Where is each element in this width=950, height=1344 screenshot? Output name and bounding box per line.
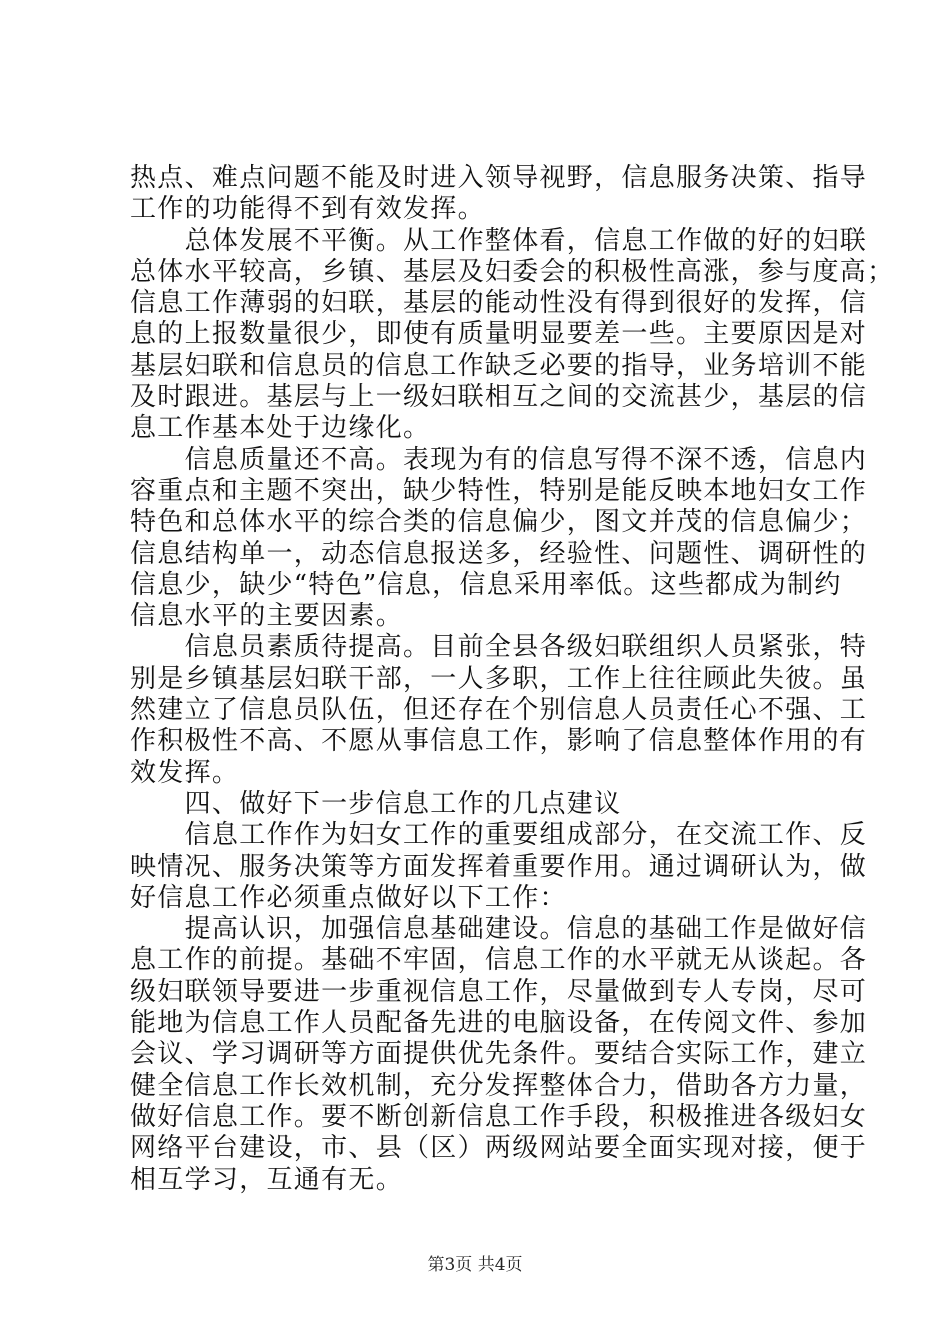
text-line: 网络平台建设，市、县（区）两级网站要全面实现对接，便于 (130, 1133, 868, 1164)
text-line: 四、做好下一步信息工作的几点建议 (130, 788, 622, 819)
text-line: 息工作基本处于边缘化。 (130, 413, 431, 444)
text-line: 息的上报数量很少，即使有质量明显要差一些。主要原因是对 (130, 319, 868, 350)
page-footer: 第3页 共4页 (427, 1255, 523, 1275)
text-line: 信息工作薄弱的妇联，基层的能动性没有得到很好的发挥，信 (130, 288, 868, 319)
text-line: 信息质量还不高。表现为有的信息写得不深不透，信息内 (130, 444, 868, 475)
text-line: 然建立了信息员队伍，但还存在个别信息人员责任心不强、工 (130, 695, 868, 726)
text-line: 基层妇联和信息员的信息工作缺乏必要的指导，业务培训不能 (130, 350, 868, 381)
text-line: 相互学习，互通有无。 (130, 1164, 404, 1195)
text-line: 总体水平较高，乡镇、基层及妇委会的积极性高涨，参与度高； (130, 256, 895, 287)
text-line: 映情况、服务决策等方面发挥着重要作用。通过调研认为，做 (130, 851, 868, 882)
text-line: 好信息工作必须重点做好以下工作： (130, 882, 567, 913)
text-line: 特色和总体水平的综合类的信息偏少，图文并茂的信息偏少； (130, 507, 868, 538)
text-line: 级妇联领导要进一步重视信息工作，尽量做到专人专岗，尽可 (130, 976, 868, 1007)
text-line: 做好信息工作。要不断创新信息工作手段，积极推进各级妇女 (130, 1101, 868, 1132)
text-line: 信息少，缺少“特色”信息，信息采用率低。这些都成为制约 (130, 569, 842, 600)
text-line: 效发挥。 (130, 757, 240, 788)
text-line: 信息水平的主要因素。 (130, 601, 404, 632)
text-line: 总体发展不平衡。从工作整体看，信息工作做的好的妇联 (130, 225, 868, 256)
text-line: 能地为信息工作人员配备先进的电脑设备，在传阅文件、参加 (130, 1008, 868, 1039)
text-line: 健全信息工作长效机制，充分发挥整体合力，借助各方力量， (130, 1070, 868, 1101)
text-line: 及时跟进。基层与上一级妇联相互之间的交流甚少，基层的信 (130, 382, 868, 413)
document-body (130, 163, 895, 1196)
text-line: 提高认识，加强信息基础建设。信息的基础工作是做好信 (130, 914, 868, 945)
text-line: 容重点和主题不突出，缺少特性，特别是能反映本地妇女工作 (130, 475, 868, 506)
text-line: 信息工作作为妇女工作的重要组成部分，在交流工作、反 (130, 820, 868, 851)
text-line: 作积极性不高、不愿从事信息工作，影响了信息整体作用的有 (130, 726, 868, 757)
text-line: 别是乡镇基层妇联干部，一人多职，工作上往往顾此失彼。虽 (130, 663, 868, 694)
text-line: 热点、难点问题不能及时进入领导视野，信息服务决策、指导 (130, 163, 868, 193)
text-line: 息工作的前提。基础不牢固，信息工作的水平就无从谈起。各 (130, 945, 868, 976)
text-line: 工作的功能得不到有效发挥。 (130, 194, 485, 225)
text-line: 信息结构单一，动态信息报送多，经验性、问题性、调研性的 (130, 538, 868, 569)
text-line: 信息员素质待提高。目前全县各级妇联组织人员紧张，特 (130, 632, 868, 663)
text-line: 会议、学习调研等方面提供优先条件。要结合实际工作，建立 (130, 1039, 868, 1070)
